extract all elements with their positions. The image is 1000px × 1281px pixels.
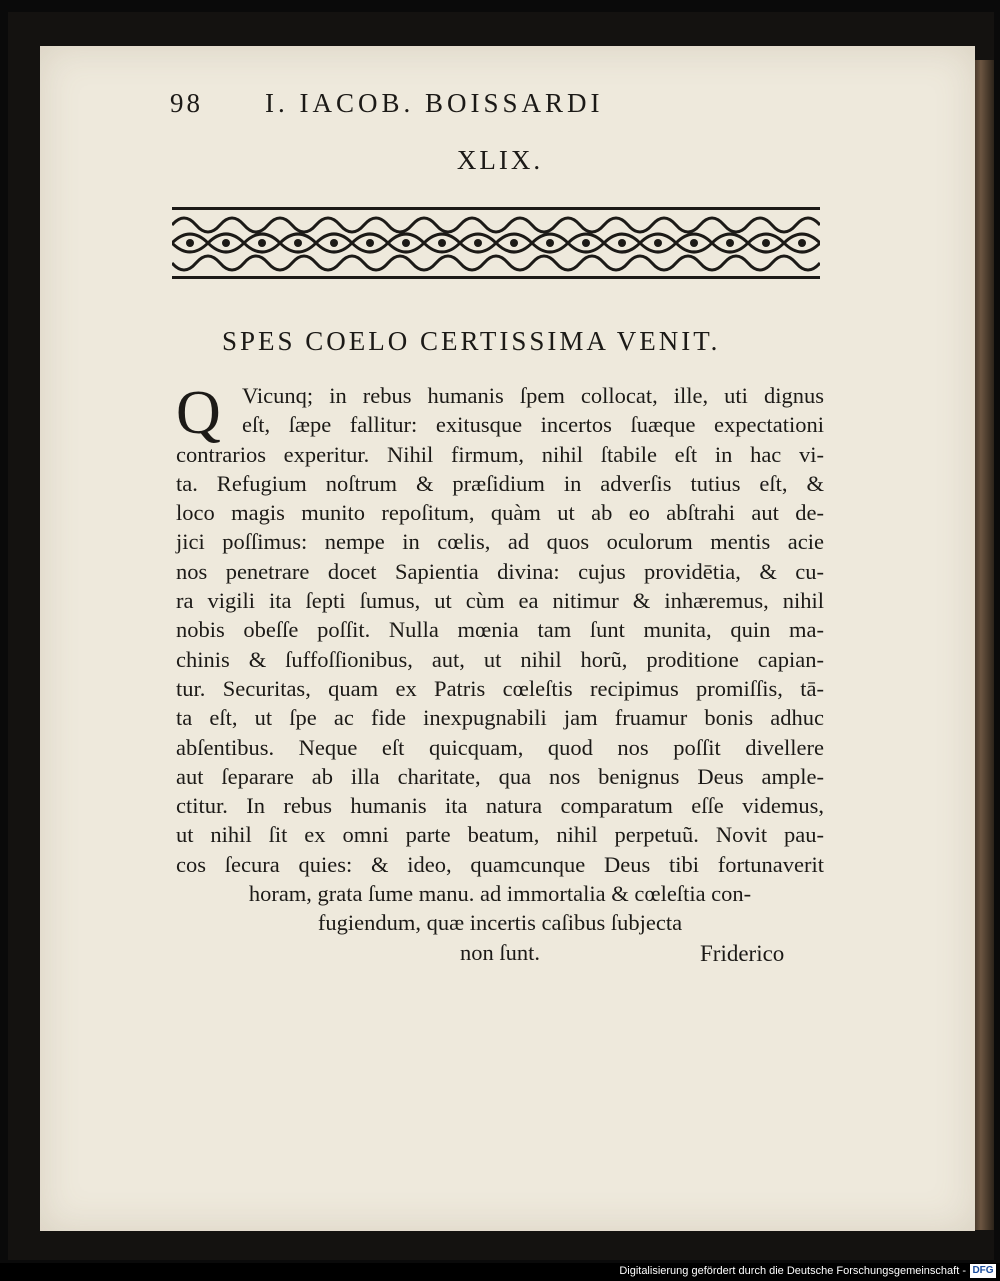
text-line: horam, grata ſume manu. ad immortalia & cœleſtia con- bbox=[248, 881, 752, 907]
text-line: chinis & ſuffoſſionibus, aut, ut nihil horũ, proditione capian- bbox=[176, 646, 824, 672]
text-line: fugiendum, quæ incertis caſibus ſubjecta bbox=[317, 910, 683, 936]
text-line: ut nihil ſit ex omni parte beatum, nihil perpetuũ. Novit pau- bbox=[176, 822, 824, 848]
dfg-logo: DFG bbox=[970, 1264, 996, 1278]
book-edge bbox=[972, 60, 994, 1230]
text-line: Vicunq; in rebus humanis ſpem collocat, ille, uti dignus bbox=[242, 383, 824, 408]
text-line: non ſunt. bbox=[459, 939, 540, 965]
text-line: ta eſt, ut ſpe ac fide inexpugnabili jam fruamur bonis adhuc bbox=[176, 705, 824, 731]
text-line: ra vigili ita ſepti ſumus, ut cùm ea nitimur & inhæremus, nihil bbox=[176, 588, 824, 614]
text-line: ctitur. In rebus humanis ita natura comparatum eſſe videmus, bbox=[176, 793, 824, 819]
text-line: loco magis munito repoſitum, quàm ut ab eo abſtrahi aut de- bbox=[176, 500, 824, 526]
text-line: ta. Refugium noſtrum & præſidium in adverſis tutius eſt, & bbox=[176, 470, 824, 496]
running-head bbox=[170, 88, 810, 128]
emblem-motto: SPES COELO CERTISSIMA VENIT. bbox=[222, 326, 721, 356]
drop-cap: Q bbox=[176, 379, 221, 447]
text-line: aut ſeparare ab illa charitate, qua nos benignus Deus ample- bbox=[176, 763, 824, 789]
section-numeral: XLIX. bbox=[456, 145, 544, 175]
catchword: Friderico bbox=[700, 941, 785, 966]
text-line: tur. Securitas, quam ex Patris cœleſtis recipimus promiſſis, tā- bbox=[176, 675, 824, 701]
text-line: contrarios experitur. Nihil firmum, nihil ſtabile eſt in hac vi- bbox=[176, 441, 824, 467]
running-title: I. IACOB. BOISSARDI bbox=[265, 88, 604, 118]
ornamental-band bbox=[172, 205, 820, 281]
text-line: nobis obeſſe poſſit. Nulla mœnia tam ſunt munita, quin ma- bbox=[176, 617, 824, 643]
text-line: cos ſecura quies: & ideo, quamcunque Deus tibi fortunaverit bbox=[176, 851, 824, 877]
page-number: 98 bbox=[170, 88, 203, 118]
footer-credit: Digitalisierung gefördert durch die Deutsche Forschungsgemeinschaft - bbox=[619, 1265, 966, 1277]
text-line: eſt, ſæpe fallitur: exitusque incertos ſuæque expectationi bbox=[242, 412, 824, 438]
text-line: nos penetrare docet Sapientia divina: cujus providētia, & cu- bbox=[176, 558, 824, 584]
body-text bbox=[176, 381, 824, 967]
text-line: jici poſſimus: nempe in cœlis, ad quos oculorum mentis acie bbox=[176, 529, 824, 555]
text-line: abſentibus. Neque eſt quicquam, quod nos poſſit divellere bbox=[176, 734, 824, 760]
